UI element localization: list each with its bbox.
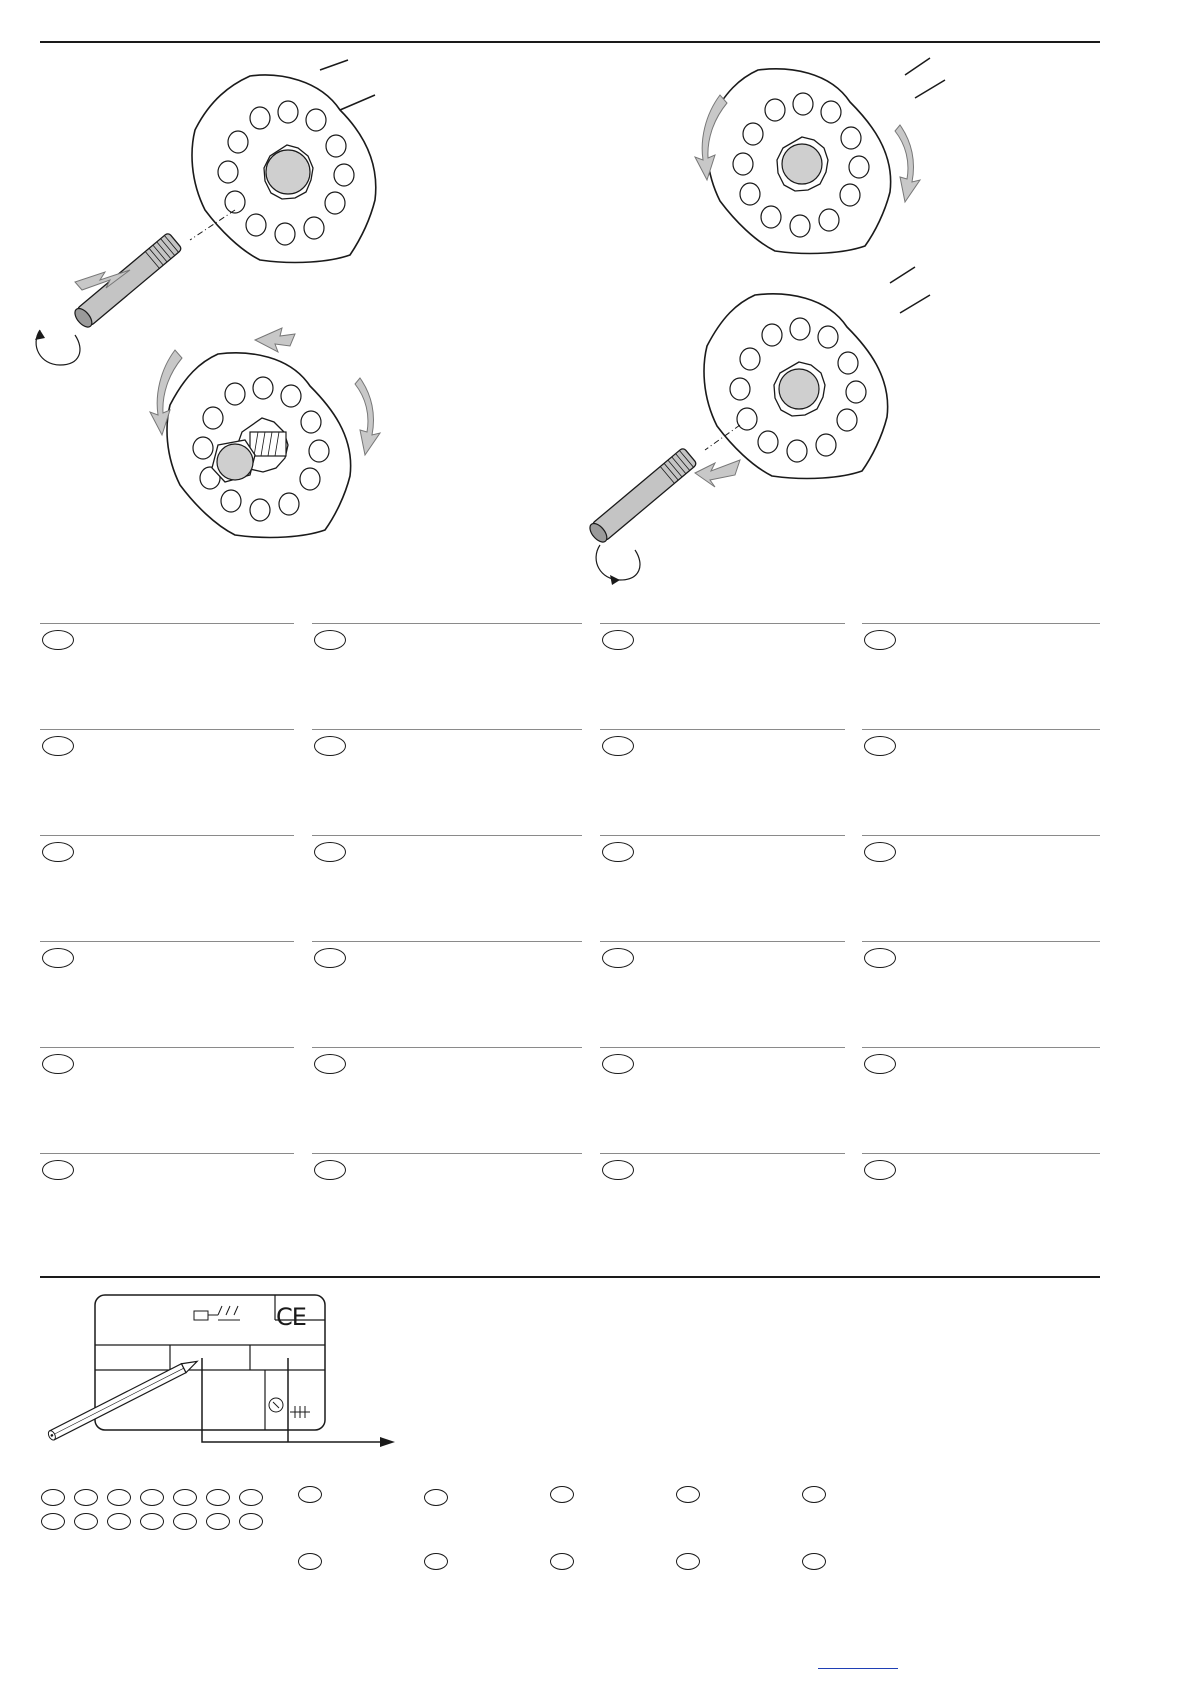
insert-screw-illustration	[585, 275, 965, 590]
language-marker-oval	[42, 1160, 74, 1180]
rotate-flange-illustration	[700, 50, 980, 260]
language-marker-oval	[314, 736, 346, 756]
language-marker-oval	[42, 948, 74, 968]
language-marker-oval	[314, 1054, 346, 1074]
language-oval	[107, 1513, 131, 1530]
marker-oval	[802, 1553, 826, 1570]
ce-mark: CE	[276, 1303, 306, 1331]
grid-cell-rule	[862, 729, 1100, 730]
grid-cell-rule	[40, 1153, 294, 1154]
language-marker-oval	[42, 1054, 74, 1074]
language-marker-oval	[864, 948, 896, 968]
language-marker-oval	[864, 630, 896, 650]
grid-cell-rule	[862, 835, 1100, 836]
language-oval	[74, 1489, 98, 1506]
grid-cell-rule	[862, 941, 1100, 942]
grid-cell-rule	[312, 623, 582, 624]
language-marker-oval	[864, 736, 896, 756]
grid-cell-rule	[40, 1047, 294, 1048]
language-oval	[239, 1489, 263, 1506]
grid-cell-rule	[40, 835, 294, 836]
language-marker-oval	[314, 630, 346, 650]
language-marker-oval	[314, 948, 346, 968]
marker-oval	[550, 1486, 574, 1503]
language-oval	[206, 1489, 230, 1506]
language-marker-oval	[864, 1160, 896, 1180]
language-oval	[173, 1513, 197, 1530]
grid-cell-rule	[312, 941, 582, 942]
language-oval	[239, 1513, 263, 1530]
marker-oval	[298, 1553, 322, 1570]
remove-screw-illustration	[30, 50, 430, 380]
grid-cell-rule	[40, 623, 294, 624]
footer-link[interactable]	[818, 1668, 898, 1669]
section-rule	[40, 1276, 1100, 1278]
marker-oval	[676, 1553, 700, 1570]
marker-oval	[676, 1486, 700, 1503]
grid-cell-rule	[40, 941, 294, 942]
language-marker-oval	[602, 842, 634, 862]
grid-cell-rule	[40, 729, 294, 730]
marker-oval	[424, 1489, 448, 1506]
top-rule	[40, 41, 1100, 43]
language-oval	[107, 1489, 131, 1506]
grid-cell-rule	[600, 623, 845, 624]
language-marker-oval	[864, 842, 896, 862]
grid-cell-rule	[600, 729, 845, 730]
language-oval	[206, 1513, 230, 1530]
language-marker-oval	[864, 1054, 896, 1074]
language-oval	[41, 1513, 65, 1530]
grid-cell-rule	[862, 1153, 1100, 1154]
language-oval	[41, 1489, 65, 1506]
rating-plate-illustration	[40, 1290, 390, 1450]
language-marker-oval	[602, 1054, 634, 1074]
grid-cell-rule	[312, 1153, 582, 1154]
grid-cell-rule	[862, 1047, 1100, 1048]
grid-cell-rule	[312, 835, 582, 836]
marker-oval	[424, 1553, 448, 1570]
rotate-wrench-illustration	[150, 340, 410, 550]
language-oval	[173, 1489, 197, 1506]
grid-cell-rule	[600, 1047, 845, 1048]
language-marker-oval	[314, 1160, 346, 1180]
language-marker-oval	[602, 736, 634, 756]
language-marker-oval	[602, 630, 634, 650]
grid-cell-rule	[600, 941, 845, 942]
language-marker-oval	[42, 630, 74, 650]
language-oval	[140, 1513, 164, 1530]
language-marker-oval	[602, 948, 634, 968]
language-oval	[74, 1513, 98, 1530]
language-marker-oval	[42, 842, 74, 862]
language-oval	[140, 1489, 164, 1506]
marker-oval	[298, 1486, 322, 1503]
grid-cell-rule	[862, 623, 1100, 624]
grid-cell-rule	[312, 729, 582, 730]
language-marker-oval	[602, 1160, 634, 1180]
marker-oval	[550, 1553, 574, 1570]
language-marker-oval	[314, 842, 346, 862]
grid-cell-rule	[600, 835, 845, 836]
grid-cell-rule	[312, 1047, 582, 1048]
marker-oval	[802, 1486, 826, 1503]
grid-cell-rule	[600, 1153, 845, 1154]
language-marker-oval	[42, 736, 74, 756]
